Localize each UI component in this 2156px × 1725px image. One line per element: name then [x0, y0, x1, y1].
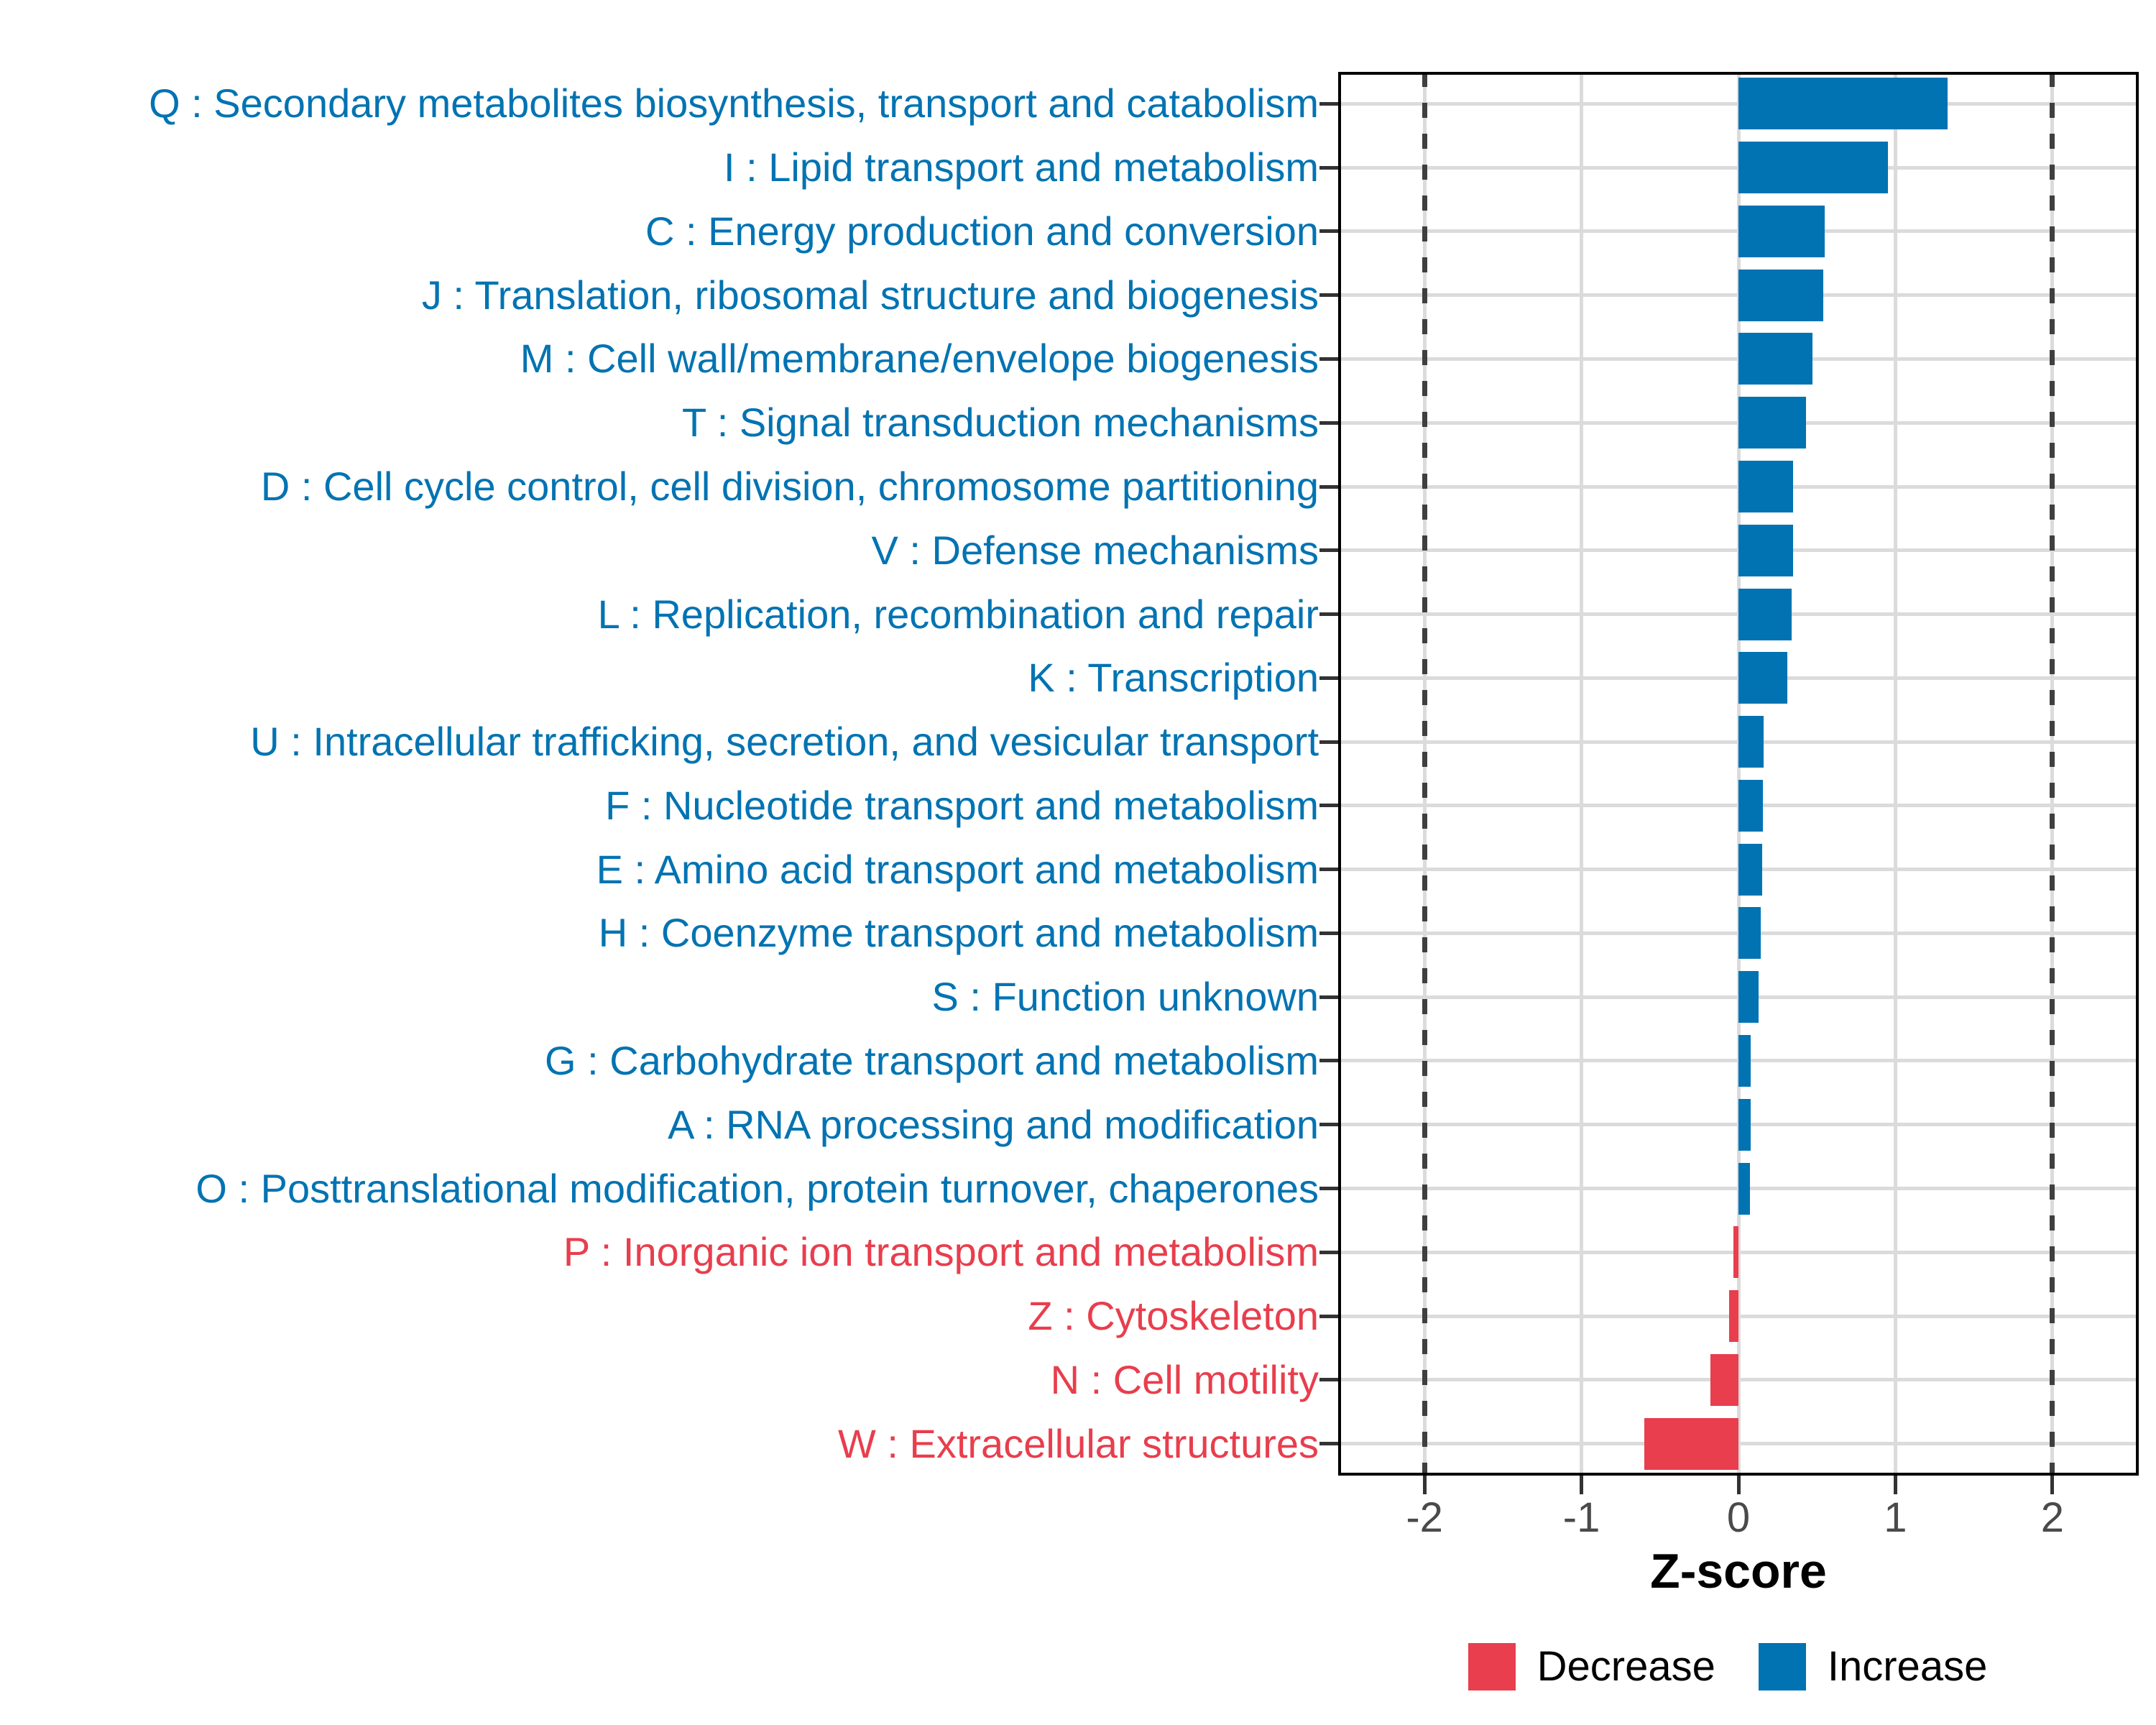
- y-axis-tick: [1319, 804, 1338, 807]
- y-axis-tick: [1319, 485, 1338, 489]
- category-label: U : Intracellular trafficking, secretion, and vesicular transport: [250, 719, 1319, 765]
- category-label: K : Transcription: [1028, 655, 1319, 701]
- plot-border: [1338, 72, 2139, 1476]
- category-label: L : Replication, recombination and repair: [597, 591, 1319, 637]
- y-axis-tick: [1319, 1251, 1338, 1254]
- legend: [1338, 1642, 2139, 1692]
- category-label: J : Translation, ribosomal structure and biogenesis: [421, 272, 1319, 318]
- x-axis-tick: [2050, 1476, 2054, 1494]
- category-label: S : Function unknown: [931, 974, 1319, 1020]
- x-tick-label: 1: [1884, 1494, 1907, 1541]
- y-axis-tick: [1319, 229, 1338, 233]
- category-label: D : Cell cycle control, cell division, chromosome partitioning: [260, 464, 1319, 510]
- category-label: P : Inorganic ion transport and metabolism: [563, 1229, 1319, 1275]
- x-axis-tick: [1894, 1476, 1897, 1494]
- y-axis-tick: [1319, 612, 1338, 616]
- y-axis-tick: [1319, 1442, 1338, 1445]
- y-axis-tick: [1319, 1187, 1338, 1190]
- category-label: W : Extracellular structures: [837, 1420, 1319, 1466]
- x-tick-label: 2: [2040, 1494, 2064, 1541]
- y-axis-tick: [1319, 357, 1338, 361]
- legend-label-decrease: Decrease: [1537, 1643, 1715, 1690]
- x-axis-tick: [1423, 1476, 1427, 1494]
- category-label: F : Nucleotide transport and metabolism: [605, 782, 1319, 828]
- x-tick-label: -2: [1406, 1494, 1443, 1541]
- x-axis-tick: [1737, 1476, 1741, 1494]
- x-axis-tick: [1580, 1476, 1583, 1494]
- category-label: Z : Cytoskeleton: [1028, 1293, 1319, 1339]
- category-label: H : Coenzyme transport and metabolism: [598, 910, 1319, 956]
- category-label: Q : Secondary metabolites biosynthesis, transport and catabolism: [149, 80, 1319, 126]
- y-axis-tick: [1319, 1378, 1338, 1381]
- y-axis-tick: [1319, 102, 1338, 106]
- x-axis-title: Z-score: [1650, 1544, 1827, 1598]
- y-axis-tick: [1319, 548, 1338, 552]
- y-axis-tick: [1319, 1059, 1338, 1062]
- category-label: O : Posttranslational modification, protein turnover, chaperones: [195, 1165, 1319, 1211]
- y-axis-tick: [1319, 1315, 1338, 1318]
- category-label: E : Amino acid transport and metabolism: [596, 846, 1319, 892]
- category-label: A : RNA processing and modification: [668, 1101, 1319, 1147]
- category-label: M : Cell wall/membrane/envelope biogenesis: [520, 336, 1319, 382]
- category-label: N : Cell motility: [1050, 1356, 1319, 1402]
- y-axis-tick: [1319, 932, 1338, 935]
- category-label: V : Defense mechanisms: [871, 527, 1319, 573]
- y-axis-tick: [1319, 676, 1338, 680]
- y-axis-tick: [1319, 740, 1338, 744]
- category-label: G : Carbohydrate transport and metabolism: [545, 1037, 1319, 1083]
- legend-label-increase: Increase: [1827, 1643, 1988, 1690]
- y-axis-tick: [1319, 995, 1338, 999]
- legend-swatch-increase: [1759, 1643, 1806, 1690]
- category-label: C : Energy production and conversion: [645, 208, 1319, 254]
- y-axis-tick: [1319, 1123, 1338, 1126]
- category-label: T : Signal transduction mechanisms: [681, 400, 1319, 446]
- y-axis-tick: [1319, 868, 1338, 871]
- x-tick-label: -1: [1562, 1494, 1600, 1541]
- legend-swatch-decrease: [1468, 1643, 1516, 1690]
- y-axis-tick: [1319, 421, 1338, 425]
- y-axis-tick: [1319, 166, 1338, 170]
- category-label: I : Lipid transport and metabolism: [724, 144, 1319, 190]
- x-tick-label: 0: [1726, 1494, 1751, 1541]
- y-axis-tick: [1319, 293, 1338, 297]
